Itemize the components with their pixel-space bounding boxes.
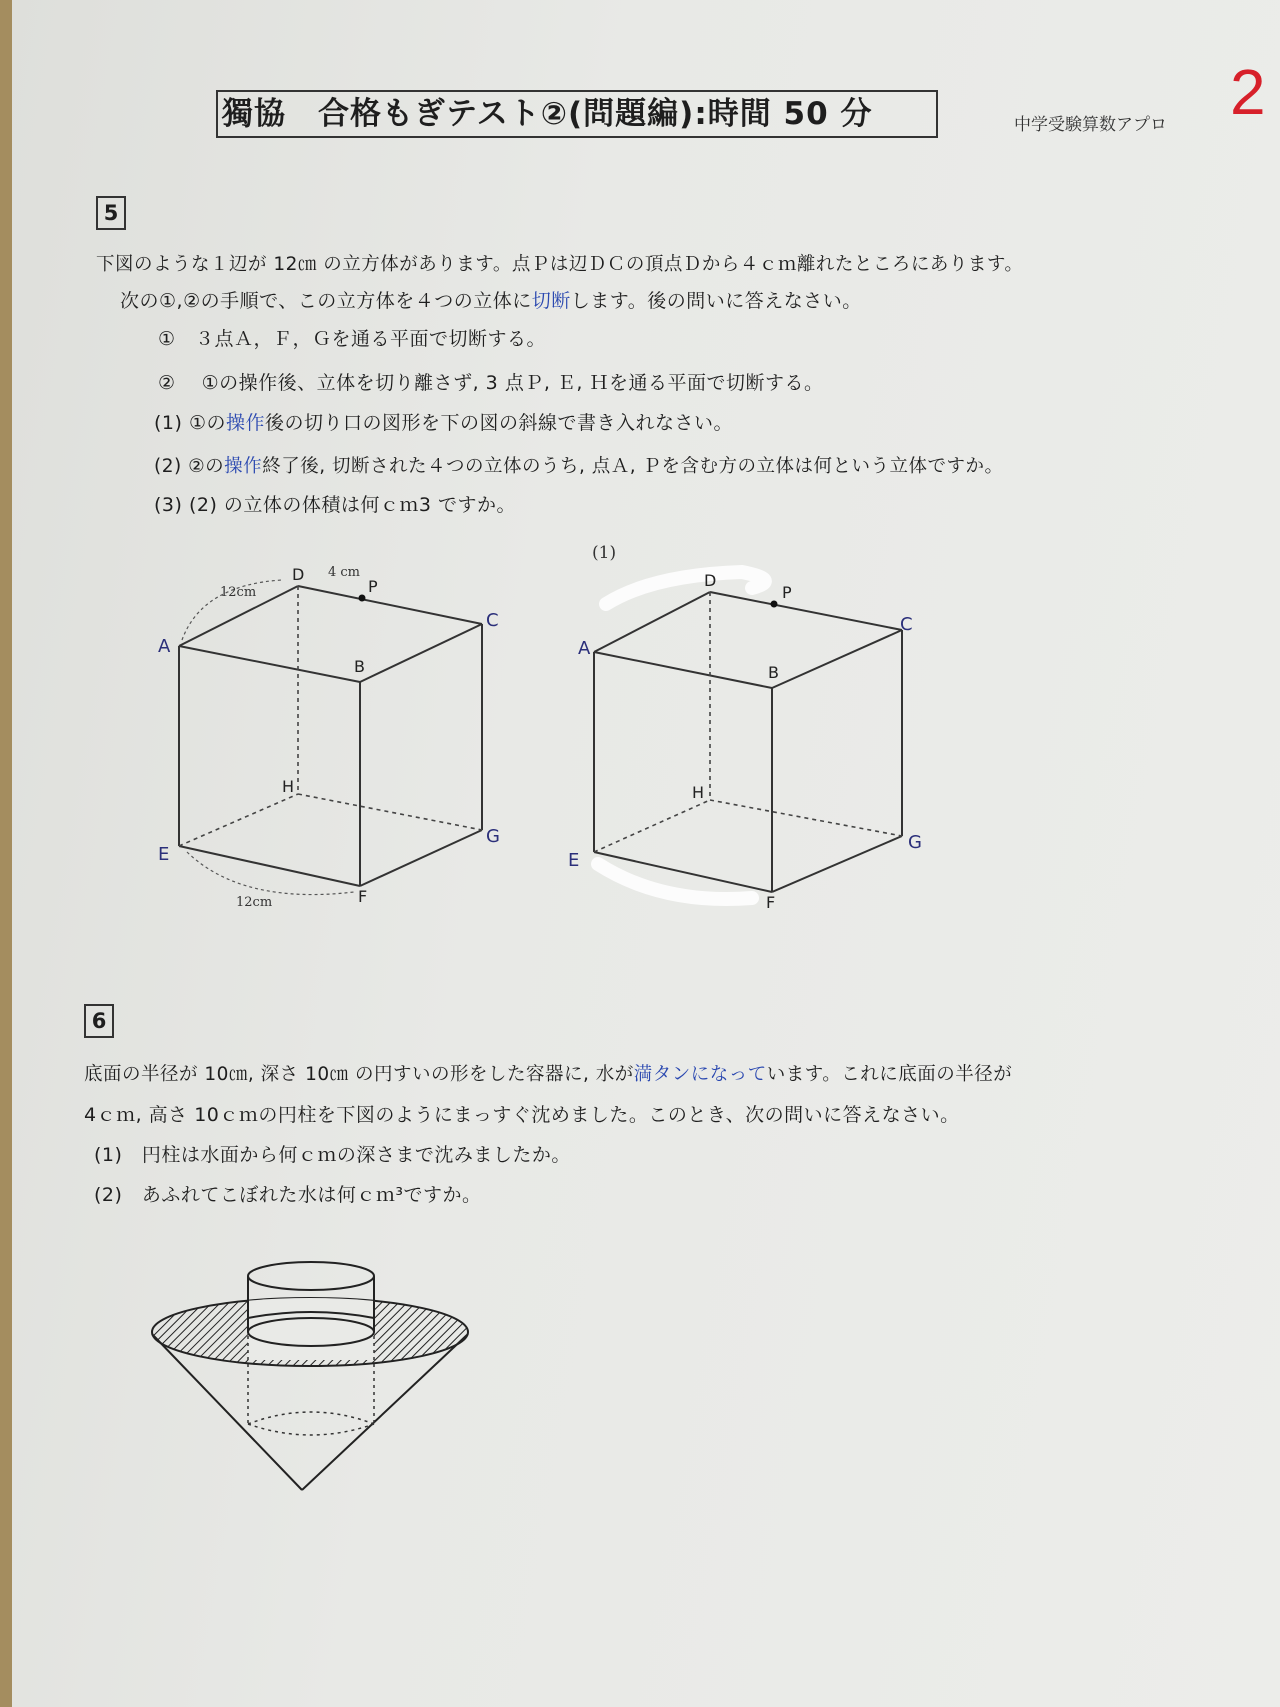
vertex-c-right: C	[900, 614, 913, 635]
q6-line2: 4ｃｍ, 高さ 10ｃｍの円柱を下図のようにまっすぐ沈めました。このとき、次の問いに答えなさい。	[84, 1104, 960, 1126]
vertex-h-left: H	[282, 777, 295, 796]
q5-sub1-a: (1) ①の	[154, 412, 226, 434]
brand-name: 中学受験算数アプロ	[1014, 115, 1167, 135]
page-number: 2	[1230, 56, 1266, 128]
vertex-b-right: B	[768, 663, 779, 682]
question-5-number: 5	[96, 196, 126, 230]
vertex-b-left: B	[354, 657, 365, 676]
vertex-a-right: A	[578, 638, 591, 659]
q5-sub1-highlight: 操作	[226, 412, 266, 434]
dim-dp-left: 4 cm	[328, 565, 361, 580]
vertex-f-right: F	[766, 893, 776, 912]
dim-bottom-left: 12cm	[236, 895, 273, 910]
desk-edge	[0, 0, 12, 1707]
question-6-number: 6	[84, 1004, 114, 1038]
dim-top-left: 12cm	[220, 585, 257, 600]
vertex-g-right: G	[908, 832, 922, 853]
q5-sub1-b: 後の切り口の図形を下の図の斜線で書き入れなさい。	[265, 412, 734, 434]
page-title: 獨協 合格もぎテスト②(問題編):時間 50 分	[216, 90, 938, 138]
point-p-left: P	[368, 577, 378, 596]
q5-line1: 下図のような１辺が 12㎝ の立方体があります。点Ｐは辺ＤＣの頂点Ｄから４ｃｍ離れたところにあります。	[96, 254, 1024, 275]
q6-line1-highlight: 満タンになって	[633, 1064, 767, 1085]
q5-line2-a: 次の①,②の手順で、この立方体を４つの立体に	[120, 290, 532, 312]
point-p-right: P	[782, 583, 792, 602]
q5-step2: ② ①の操作後、立体を切り離さず, 3 点Ｐ, Ｅ, Ｈを通る平面で切断する。	[158, 372, 824, 394]
worksheet-page	[12, 0, 1280, 1707]
vertex-f-left: F	[358, 887, 368, 906]
q5-line2-highlight: 切断	[531, 290, 571, 312]
q5-line2-b: します。後の問いに答えなさい。	[570, 290, 862, 312]
vertex-d-left: D	[292, 565, 305, 584]
q5-step1: ① ３点Ａ，Ｆ，Ｇを通る平面で切断する。	[158, 328, 547, 350]
q6-sub1: (1) 円柱は水面から何ｃｍの深さまで沈みましたか。	[94, 1144, 571, 1166]
cone-cylinder-figure	[12, 0, 1280, 1707]
vertex-e-left: E	[158, 844, 170, 865]
vertex-h-right: H	[692, 783, 705, 802]
q6-sub2: (2) あふれてこぼれた水は何ｃｍ³ですか。	[94, 1184, 482, 1206]
q6-line1-b: います。これに底面の半径が	[766, 1064, 1013, 1085]
q5-sub2-a: (2) ②の	[154, 456, 225, 477]
q5-sub2-highlight: 操作	[224, 456, 263, 477]
q5-sub2-b: 終了後, 切断された４つの立体のうち, 点Ａ, Ｐを含む方の立体は何という立体ですか。	[262, 456, 1004, 477]
vertex-a-left: A	[158, 636, 171, 657]
vertex-c-left: C	[486, 610, 499, 631]
vertex-e-right: E	[568, 850, 580, 871]
figure-right-label: (1)	[592, 543, 617, 563]
vertex-g-left: G	[486, 826, 500, 847]
vertex-d-right: D	[704, 571, 717, 590]
q6-line1-a: 底面の半径が 10㎝, 深さ 10㎝ の円すいの形をした容器に, 水が	[84, 1064, 634, 1085]
q5-sub3: (3) (2) の立体の体積は何ｃｍ3 ですか。	[154, 494, 517, 516]
